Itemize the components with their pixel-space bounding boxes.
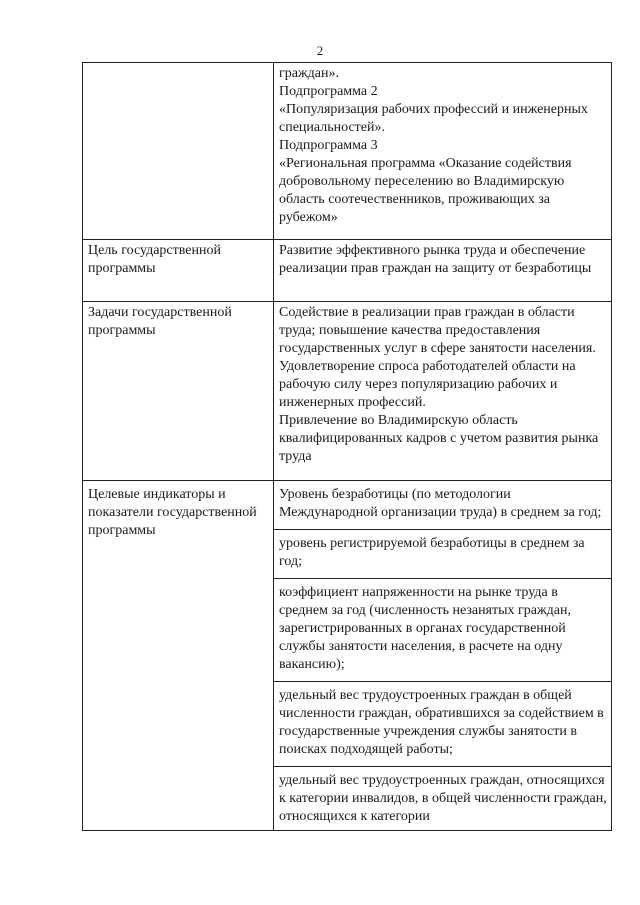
table-row-continuation [83,63,612,240]
task-item: Удовлетворение спроса работодателей области на рабочую силу через популяризацию рабочих и инженерных профессий. [279,359,576,410]
tasks-value-cell [274,302,612,481]
tasks-label: Задачи государственной программы [83,302,274,481]
subprogram-3-title: Подпрограмма 3 [279,138,378,153]
indicator-item: удельный вес трудоустроенных граждан, относящихся к категории инвалидов, в общей численности граждан, относящихся к категории [279,773,607,824]
page-number: 2 [316,43,324,58]
indicators-label: Целевые индикаторы и показатели государственной программы [83,481,274,831]
indicator-item: Уровень безработицы (по методологии Международной организации труда) в среднем за год; [274,481,611,530]
task-item: Привлечение во Владимирскую область квалифицированных кадров с учетом развития рынка труда [279,413,599,464]
table-row-goal [83,240,612,302]
continuation-line: граждан». [279,66,339,81]
indicator-item: коэффициент напряженности на рынке труда в среднем за год (численность незанятых граждан, зарегистрированных в органах государственной службы занятости населения, в расчете на одну вакансию); [274,579,611,682]
indicator-item: удельный вес трудоустроенных граждан в общей численности граждан, обратившихся за содействием в государственные учреждения службы занятости в поисках подходящей работы; [274,682,611,767]
continuation-label-cell [83,63,274,240]
subprogram-2-title: Подпрограмма 2 [279,84,378,99]
subprogram-2-name: «Популяризация рабочих профессий и инженерных специальностей». [279,102,588,135]
goal-text: Развитие эффективного рынка труда и обеспечение реализации прав граждан на защиту от безработицы [274,240,612,302]
table-row-indicators [83,481,612,831]
task-item: Содействие в реализации прав граждан в области труда; повышение качества предоставления государственных услуг в сфере занятости населения. [279,305,596,356]
program-passport-table [82,62,612,831]
goal-label: Цель государственной программы [83,240,274,302]
continuation-value-cell [274,63,612,240]
table-row-tasks [83,302,612,481]
indicator-item: уровень регистрируемой безработицы в среднем за год; [274,530,611,579]
subprogram-3-name: «Региональная программа «Оказание содействия добровольному переселению во Владимирскую область соотечественников, проживающих за рубежом» [279,156,572,225]
indicators-value-cell [274,481,612,831]
